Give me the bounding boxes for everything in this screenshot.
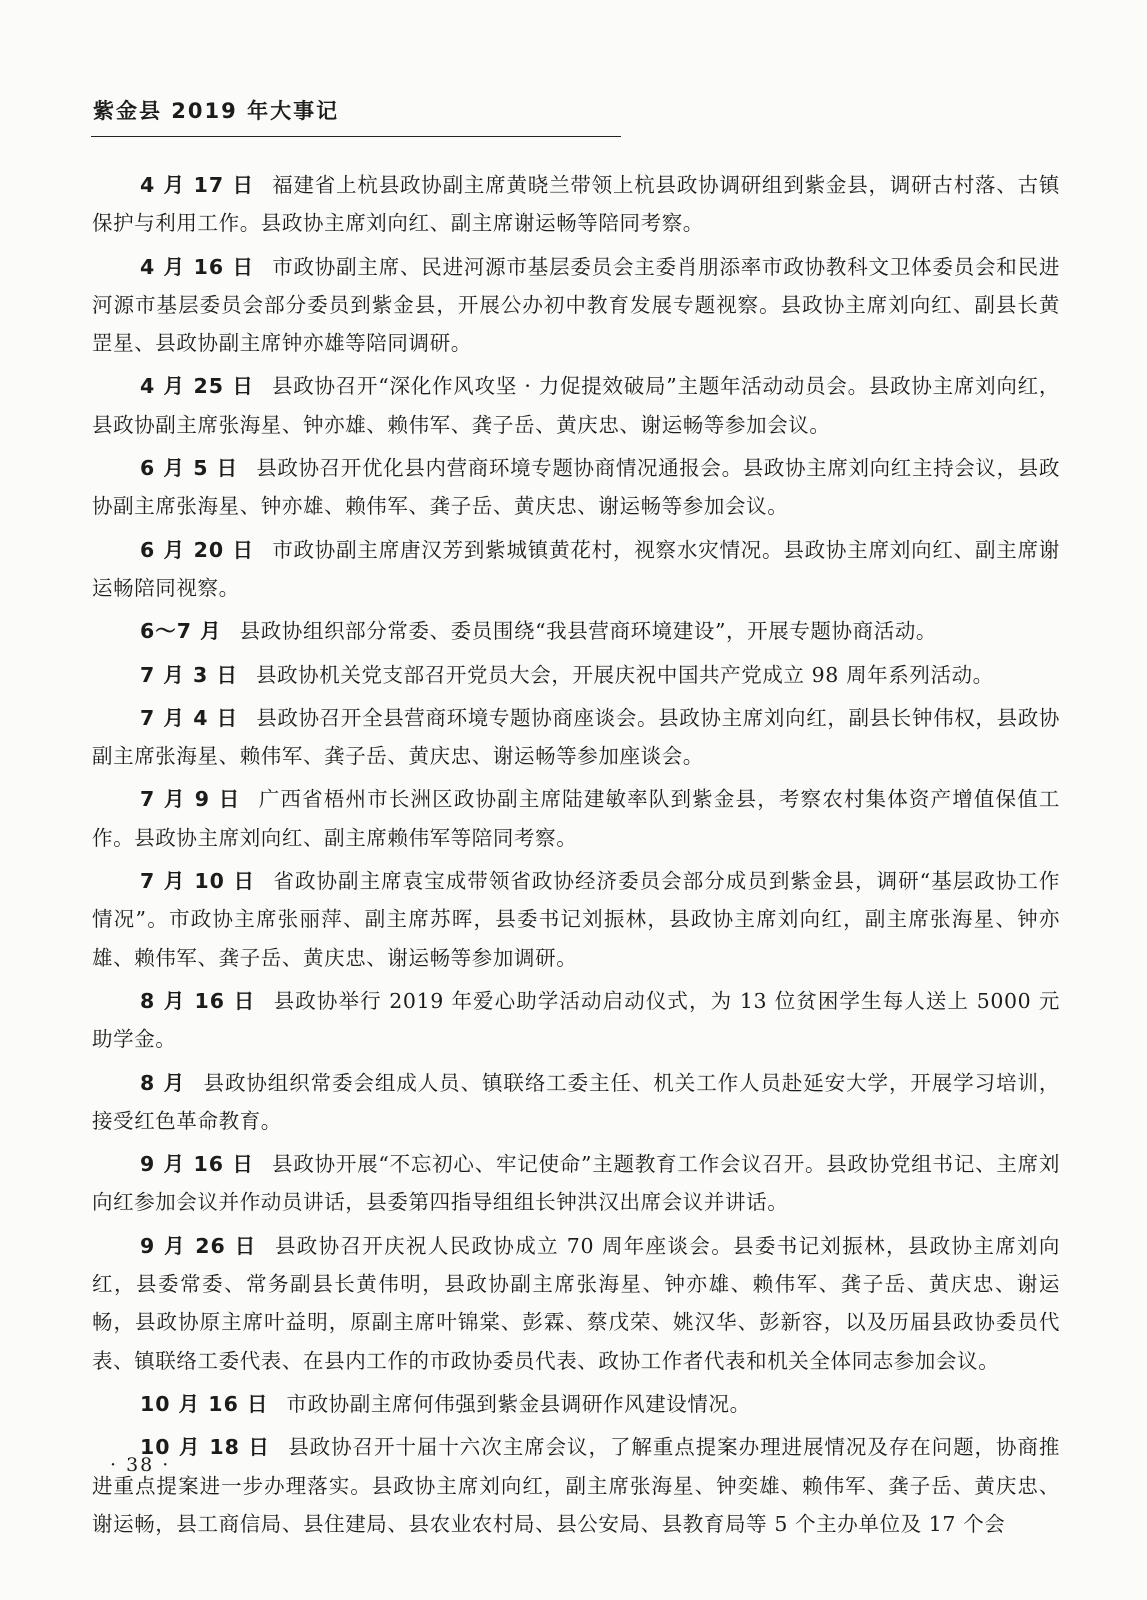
chronicle-entry xyxy=(92,1428,1060,1543)
chronicle-entry xyxy=(92,612,1060,650)
chronicle-entry xyxy=(92,248,1060,363)
entry-text: 市政协副主席唐汉芳到紫城镇黄花村，视察水灾情况。县政协主席刘向红、副主席谢运畅陪同视察。 xyxy=(92,537,1061,600)
entry-text: 市政协副主席何伟强到紫金县调研作风建设情况。 xyxy=(286,1391,751,1416)
chronicle-entry xyxy=(92,656,1060,694)
running-header-title: 紫金县 2019 年大事记 xyxy=(93,99,340,123)
chronicle-entry xyxy=(92,699,1060,776)
chronicle-entry xyxy=(92,449,1060,526)
chronicle-entry xyxy=(92,166,1060,243)
entry-text: 县政协召开优化县内营商环境专题协商情况通报会。县政协主席刘向红主持会议，县政协副主席张海星、钟亦雄、赖伟军、龚子岳、黄庆忠、谢运畅等参加会议。 xyxy=(92,456,1060,519)
entry-text: 福建省上杭县政协副主席黄晓兰带领上杭县政协调研组到紫金县，调研古村落、古镇保护与利用工作。县政协主席刘向红、副主席谢运畅等陪同考察。 xyxy=(92,173,1061,236)
entry-text: 县政协召开十届十六次主席会议，了解重点提案办理进展情况及存在问题，协商推进重点提案进一步办理落实。县政协主席刘向红，副主席张海星、钟奕雄、赖伟军、龚子岳、黄庆忠、谢运畅，县工商信局、县住建局、县农业农村局、县公安局、县教育局等 5 个主办单位及 17 个会 xyxy=(92,1435,1060,1536)
entry-date: 4 月 16 日 xyxy=(140,254,255,279)
chronicle-entry xyxy=(92,1064,1060,1141)
entry-text: 县政协召开庆祝人民政协成立 70 周年座谈会。县委书记刘振林，县政协主席刘向红，县委常委、常务副县长黄伟明，县政协副主席张海星、钟亦雄、赖伟军、龚子岳、黄庆忠、谢运畅，县政协原主席叶益明，原副主席叶锦棠、彭霖、蔡戊荣、姚汉华、彭新容，以及历届县政协委员代表、镇联络工委代表、在县内工作的市政协委员代表、政协工作者代表和机关全体同志参加会议。 xyxy=(92,1233,1060,1373)
entry-date: 6～7 月 xyxy=(140,619,222,644)
entry-date: 10 月 18 日 xyxy=(140,1435,271,1460)
chronicle-entry xyxy=(92,531,1060,608)
chronicle-entry xyxy=(92,1227,1060,1380)
chronicle-entry xyxy=(92,862,1060,977)
entry-text: 广西省梧州市长洲区政协副主席陆建敏率队到紫金县，考察农村集体资产增值保值工作。县政协主席刘向红、副主席赖伟军等陪同考察。 xyxy=(92,787,1060,850)
entry-date: 4 月 17 日 xyxy=(140,173,255,197)
header-divider xyxy=(91,136,621,137)
page-number: · 38 · xyxy=(110,1454,171,1476)
entry-date: 9 月 16 日 xyxy=(140,1152,255,1177)
entry-date: 10 月 16 日 xyxy=(140,1391,269,1416)
entry-date: 7 月 3 日 xyxy=(140,662,238,687)
chronicle-entry xyxy=(92,367,1060,444)
entry-date: 7 月 10 日 xyxy=(140,869,256,894)
entry-text: 县政协组织部分常委、委员围绕“我县营商环境建设”，开展专题协商活动。 xyxy=(239,619,938,644)
entry-text: 县政协组织常委会组成人员、镇联络工委主任、机关工作人员赴延安大学，开展学习培训，接受红色革命教育。 xyxy=(92,1070,1060,1133)
chronicle-entries xyxy=(92,166,1060,1548)
entry-text: 省政协副主席袁宝成带领省政协经济委员会部分成员到紫金县，调研“基层政协工作情况”。市政协主席张丽萍、副主席苏晖，县委书记刘振林，县政协主席刘向红，副主席张海星、钟亦雄、赖伟军、龚子岳、黄庆忠、谢运畅等参加调研。 xyxy=(92,869,1061,970)
entry-text: 市政协副主席、民进河源市基层委员会主委肖朋添率市政协教科文卫体委员会和民进河源市基层委员会部分委员到紫金县，开展公办初中教育发展专题视察。县政协主席刘向红、副县长黄罡星、县政协副主席钟亦雄等陪同调研。 xyxy=(92,254,1061,356)
entry-date: 6 月 20 日 xyxy=(140,537,255,562)
entry-text: 县政协召开“深化作风攻坚 · 力促提效破局”主题年活动动员会。县政协主席刘向红，县政协副主席张海星、钟亦雄、赖伟军、龚子岳、黄庆忠、谢运畅等参加会议。 xyxy=(92,374,1060,437)
entry-date: 9 月 26 日 xyxy=(140,1233,257,1258)
entry-text: 县政协机关党支部召开党员大会，开展庆祝中国共产党成立 98 周年系列活动。 xyxy=(255,662,994,687)
chronicle-entry xyxy=(92,1145,1060,1222)
entry-date: 8 月 16 日 xyxy=(140,988,256,1013)
entry-date: 7 月 4 日 xyxy=(140,705,239,730)
chronicle-entry xyxy=(92,1385,1060,1423)
entry-date: 6 月 5 日 xyxy=(140,456,239,481)
entry-date: 7 月 9 日 xyxy=(140,787,241,812)
chronicle-entry xyxy=(92,780,1060,857)
entry-text: 县政协开展“不忘初心、牢记使命”主题教育工作会议召开。县政协党组书记、主席刘向红参加会议并作动员讲话，县委第四指导组组长钟洪汉出席会议并讲话。 xyxy=(92,1152,1060,1215)
chronicle-entry xyxy=(92,982,1060,1059)
entry-text: 县政协举行 2019 年爱心助学活动启动仪式，为 13 位贫困学生每人送上 5000 元助学金。 xyxy=(92,988,1060,1052)
entry-text: 县政协召开全县营商环境专题协商座谈会。县政协主席刘向红，副县长钟伟权，县政协副主席张海星、赖伟军、龚子岳、黄庆忠、谢运畅等参加座谈会。 xyxy=(92,705,1060,769)
entry-date: 4 月 25 日 xyxy=(140,374,254,399)
entry-date: 8 月 xyxy=(140,1070,186,1095)
